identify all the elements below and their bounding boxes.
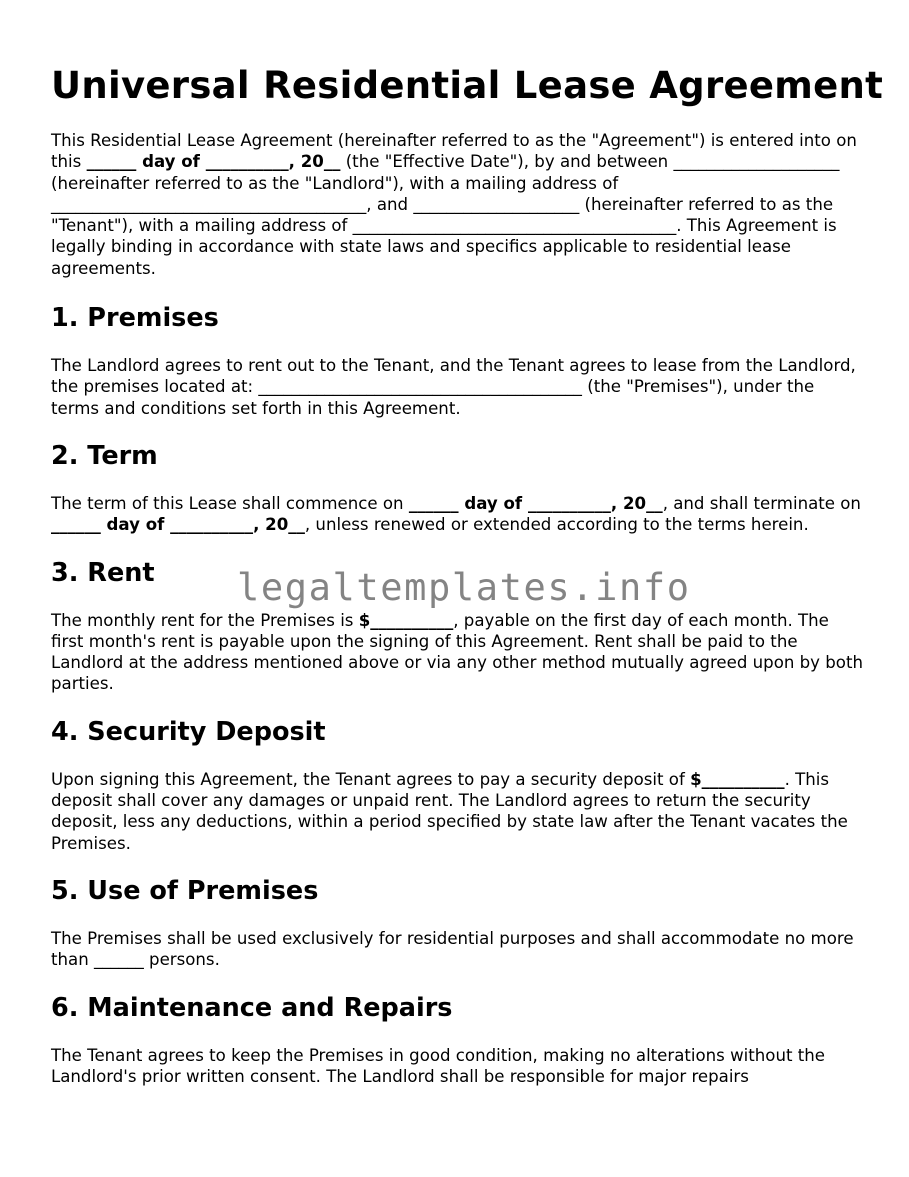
- intro-text: . This Agreement is legally binding in accordance with state laws and specifics applicable to residential lease agreements.: [51, 216, 837, 278]
- intro-text: (hereinafter referred to as the "Tenant"), with a mailing address of: [51, 194, 834, 236]
- body-text: The Landlord agrees to rent out to the Tenant, and the Tenant agrees to lease from the Landlord, the premises located at:: [51, 356, 856, 397]
- intro-text: (hereinafter referred to as the "Landlord"), with a mailing address of: [51, 173, 619, 193]
- blank-end-year: __: [288, 515, 305, 535]
- blank-premises-address: _______________________________________: [258, 377, 582, 397]
- term-year-prefix: , 20: [253, 515, 289, 535]
- body-text: . This deposit shall cover any damages or unpaid rent. The Landlord agrees to return the security deposit, less any deductions, within a period specified by state law after the Tenant vacates the Premises.: [51, 769, 848, 853]
- blank-occupants: ______: [93, 950, 144, 970]
- section-heading-deposit: 4. Security Deposit: [51, 716, 326, 747]
- watermark: legaltemplates.info: [237, 566, 691, 609]
- intro-text: This Residential Lease Agreement (hereinafter referred to as the "Agreement") is entered into on this: [51, 131, 857, 172]
- term-year-prefix: , 20: [610, 493, 647, 513]
- body-text: (the "Premises"), under the terms and conditions set forth in this Agreement.: [51, 377, 815, 418]
- blank-start-month: __________: [527, 493, 611, 513]
- section-heading-use: 5. Use of Premises: [51, 875, 319, 906]
- blank-year: __: [323, 152, 341, 172]
- blank-start-year: __: [646, 493, 663, 513]
- body-text: , and shall terminate on: [662, 493, 861, 513]
- section-body-deposit: [51, 769, 863, 854]
- section-heading-premises: 1. Premises: [51, 303, 219, 334]
- term-day-of: day of: [100, 515, 171, 535]
- blank-landlord-address: ______________________________________: [51, 194, 367, 214]
- body-text: The Premises shall be used exclusively for residential purposes and shall accommodate no more than: [51, 928, 854, 970]
- body-text: , payable on the first day of each month. The first month's rent is payable upon the signing of this Agreement. Rent shall be paid to the Landlord at the address mentioned above or via any other method mutually agreed upon by both parties.: [51, 610, 863, 694]
- blank-landlord-name: ____________________: [673, 152, 840, 172]
- body-text: , unless renewed or extended according to the terms herein.: [304, 515, 809, 535]
- blank-deposit-amount: $__________: [690, 769, 785, 789]
- section-heading-rent: 3. Rent: [51, 557, 155, 588]
- intro-paragraph: [51, 130, 863, 279]
- blank-tenant-address: _______________________________________: [352, 216, 677, 236]
- lease-document: [51, 62, 884, 1108]
- section-body-term: [51, 493, 863, 536]
- section-body-rent: [51, 610, 863, 695]
- term-day-of: day of: [458, 493, 528, 513]
- section-body-use: [51, 928, 863, 971]
- blank-end-day: ______: [51, 515, 101, 535]
- intro-text: , and: [366, 194, 414, 214]
- body-text: The term of this Lease shall commence on: [51, 493, 409, 513]
- blank-month: __________: [205, 152, 289, 172]
- blank-start-day: ______: [408, 493, 459, 513]
- section-body-maintenance: [51, 1045, 863, 1088]
- section-heading-term: 2. Term: [51, 440, 158, 471]
- blank-tenant-name: ____________________: [413, 194, 580, 214]
- intro-day-of: day of: [136, 152, 206, 172]
- blank-rent-amount: $__________: [358, 610, 454, 630]
- document-title: Universal Residential Lease Agreement: [51, 64, 884, 107]
- body-text: The monthly rent for the Premises is: [51, 610, 359, 630]
- intro-year-prefix: , 20: [288, 152, 324, 172]
- section-heading-maintenance: 6. Maintenance and Repairs: [51, 992, 453, 1023]
- section-body-premises: [51, 355, 863, 419]
- blank-day: ______: [86, 152, 137, 172]
- body-text: The Tenant agrees to keep the Premises in good condition, making no alterations without the Landlord's prior written consent. The Landlord shall be responsible for major repairs: [51, 1045, 825, 1086]
- intro-text: (the "Effective Date"), by and between: [340, 152, 674, 172]
- body-text: Upon signing this Agreement, the Tenant agrees to pay a security deposit of: [51, 769, 691, 789]
- body-text: persons.: [143, 950, 220, 970]
- blank-end-month: __________: [170, 515, 254, 535]
